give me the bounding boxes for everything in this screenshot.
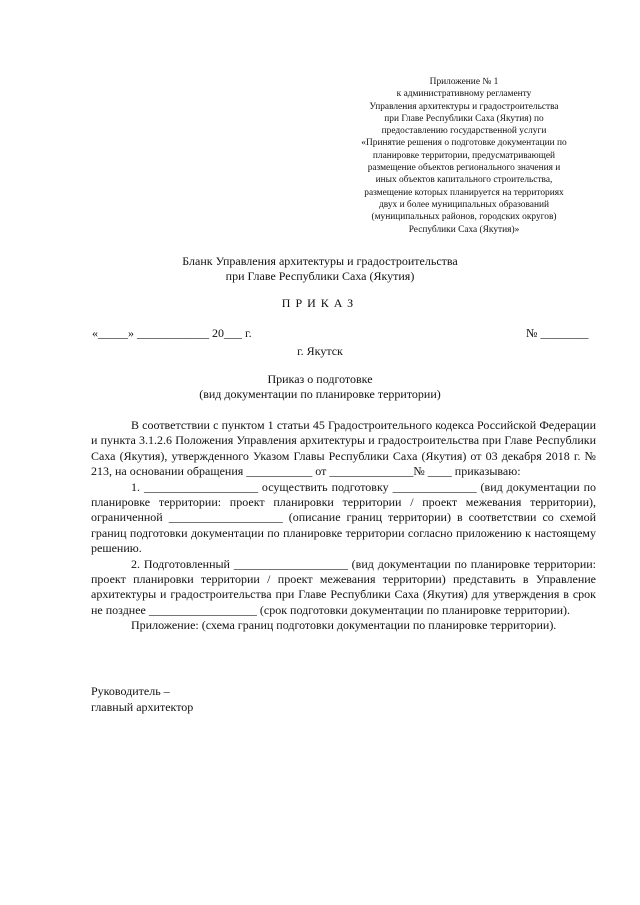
order-title-line-2: (вид документации по планировке территории) (199, 387, 441, 401)
appendix-line: при Главе Республики Саха (Якутия) по (384, 113, 544, 124)
appendix-line: Республики Саха (Якутия)» (408, 224, 520, 235)
signature-line-1: Руководитель – (91, 684, 170, 698)
document-type-heading: ПРИКАЗ (281, 296, 359, 310)
paragraph-attachment: Приложение: (схема границ подготовки документации по планировке территории). (131, 618, 557, 633)
appendix-line: к административному регламенту (396, 89, 532, 100)
appendix-line: планировке территории, предусматривающей (372, 150, 556, 161)
number-line: № ________ (526, 326, 589, 340)
signature-block (91, 683, 193, 715)
appendix-line: размещение которых планируется на территориях (364, 187, 564, 198)
appendix-line: (муниципальных районов, городских округов) (371, 212, 557, 223)
appendix-line: «Принятие решения о подготовке документации по (361, 138, 567, 149)
signature-line-2: главный архитектор (91, 700, 194, 714)
letterhead-line-1: Бланк Управления архитектуры и градостроительства (182, 254, 458, 268)
appendix-line: предоставлению государственной услуги (381, 126, 547, 137)
letterhead-block (150, 254, 490, 284)
paragraph-item-2: 2. Подготовленный ___________________ (вид документации по планировке территории: проект планировки территории / проект межевания территории) представить в Управление архитектуры и градостроительства при Главе Республики Саха (Якутия) для утверждения в срок не позднее __________________ (срок подготовки документации по планировке территории). (91, 556, 596, 617)
appendix-line: размещение объектов регионального значения и (367, 163, 561, 174)
appendix-line: Управления архитектуры и градостроительства (369, 101, 559, 112)
appendix-block (344, 76, 584, 236)
appendix-line: иных объектов капитального строительства, (375, 175, 553, 186)
appendix-line: двух и более муниципальных образований (378, 199, 550, 210)
order-body (91, 418, 596, 634)
appendix-line: Приложение № 1 (429, 77, 499, 87)
date-line: «_____» ____________ 20___ г. (92, 326, 252, 340)
paragraph-item-1: 1. ___________________ осуществить подготовку ______________ (вид документации по планировке территории: проект планировки территории / проект межевания территории), ограниченной ___________________ (описание границ территории) в соответствии со схемой границ подготовки документации по планировке территории согласно приложению к настоящему решению. (91, 479, 596, 556)
paragraph-preamble: В соответствии с пунктом 1 статьи 45 Градостроительного кодекса Российской Федерации и пункта 3.1.2.6 Положения Управления архитектуры и градостроительства при Главе Республики Саха (Якутия), утвержденного Указом Главы Республики Саха (Якутия) от 03 декабря 2018 г. № 213, на основании обращения ___________ от ______________№ ____ приказываю: (91, 418, 596, 479)
letterhead-line-2: при Главе Республики Саха (Якутия) (225, 269, 415, 283)
city-line: г. Якутск (297, 344, 343, 358)
order-title-line-1: Приказ о подготовке (267, 372, 373, 386)
order-title (150, 372, 490, 402)
